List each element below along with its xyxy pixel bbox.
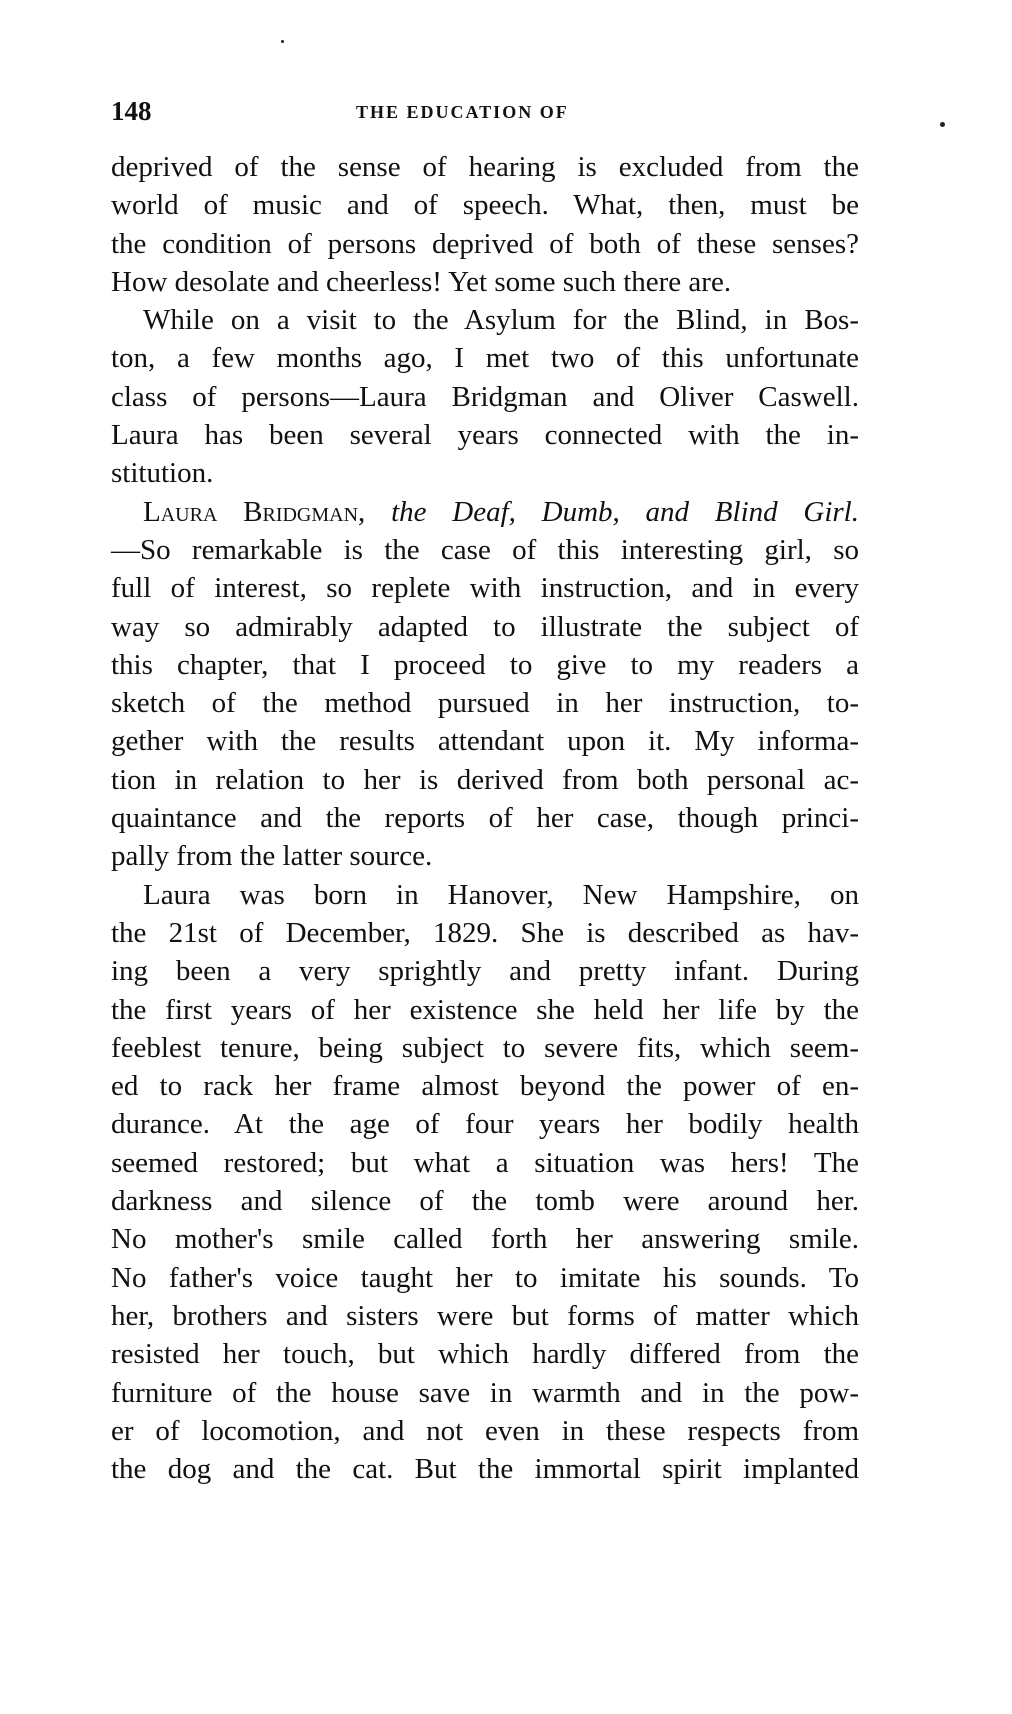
text-line: class of persons—Laura Bridgman and Oliver Caswell. xyxy=(111,380,859,413)
text-line: the condition of persons deprived of both of these senses? xyxy=(111,227,859,260)
page-header xyxy=(111,96,871,136)
text-line: feeblest tenure, being subject to severe fits, which seem- xyxy=(111,1031,859,1064)
text-line: seemed restored; but what a situation was hers! The xyxy=(111,1146,859,1179)
text-line: way so admirably adapted to illustrate the subject of xyxy=(111,610,859,643)
text-line xyxy=(111,493,859,531)
text-line: —So remarkable is the case of this interesting girl, so xyxy=(111,533,859,566)
text-line: No mother's smile called forth her answering smile. xyxy=(111,1223,859,1256)
text-line: the first years of her existence she held her life by the xyxy=(111,993,859,1026)
body-text xyxy=(111,148,859,1488)
scan-speck xyxy=(940,122,945,127)
text-line: darkness and silence of the tomb were around her. xyxy=(111,1185,859,1218)
text-line: this chapter, that I proceed to give to my readers a xyxy=(111,648,859,681)
text-line: While on a visit to the Asylum for the Blind, in Bos- xyxy=(143,304,859,337)
text-line: ed to rack her frame almost beyond the power of en- xyxy=(111,1070,859,1103)
text-line: sketch of the method pursued in her instruction, to- xyxy=(111,687,859,720)
text-line: gether with the results attendant upon it. My informa- xyxy=(111,725,859,758)
text-line: full of interest, so replete with instruction, and in every xyxy=(111,572,859,605)
text-line: How desolate and cheerless! Yet some such there are. xyxy=(111,265,732,298)
section-heading-name: Laura Bridgman, xyxy=(143,495,392,528)
section-heading-subtitle: the Deaf, Dumb, and Blind Girl. xyxy=(391,495,859,528)
text-line: the dog and the cat. But the immortal spirit implanted xyxy=(111,1453,859,1486)
text-line: the 21st of December, 1829. She is described as hav- xyxy=(111,916,859,949)
text-line: ton, a few months ago, I met two of this unfortunate xyxy=(111,342,859,375)
scan-speck xyxy=(281,40,284,43)
text-line: resisted her touch, but which hardly differed from the xyxy=(111,1338,859,1371)
text-line: stitution. xyxy=(111,457,214,490)
text-line: Laura has been several years connected with the in- xyxy=(111,419,859,452)
text-line: ing been a very sprightly and pretty infant. During xyxy=(111,955,859,988)
text-line: Laura was born in Hanover, New Hampshire, on xyxy=(143,878,859,911)
text-line: world of music and of speech. What, then, must be xyxy=(111,189,859,222)
text-line: her, brothers and sisters were but forms of matter which xyxy=(111,1299,859,1332)
running-head: THE EDUCATION OF xyxy=(356,102,569,122)
text-line: No father's voice taught her to imitate his sounds. To xyxy=(111,1261,859,1294)
text-line: pally from the latter source. xyxy=(111,840,433,873)
text-line: quaintance and the reports of her case, though princi- xyxy=(111,802,859,835)
text-line: furniture of the house save in warmth and in the pow- xyxy=(111,1376,859,1409)
text-line: deprived of the sense of hearing is excluded from the xyxy=(111,151,859,183)
page-number: 148 xyxy=(111,96,152,126)
text-line: tion in relation to her is derived from both personal ac- xyxy=(111,763,859,796)
text-line: er of locomotion, and not even in these respects from xyxy=(111,1414,859,1447)
text-line: durance. At the age of four years her bodily health xyxy=(111,1108,859,1141)
